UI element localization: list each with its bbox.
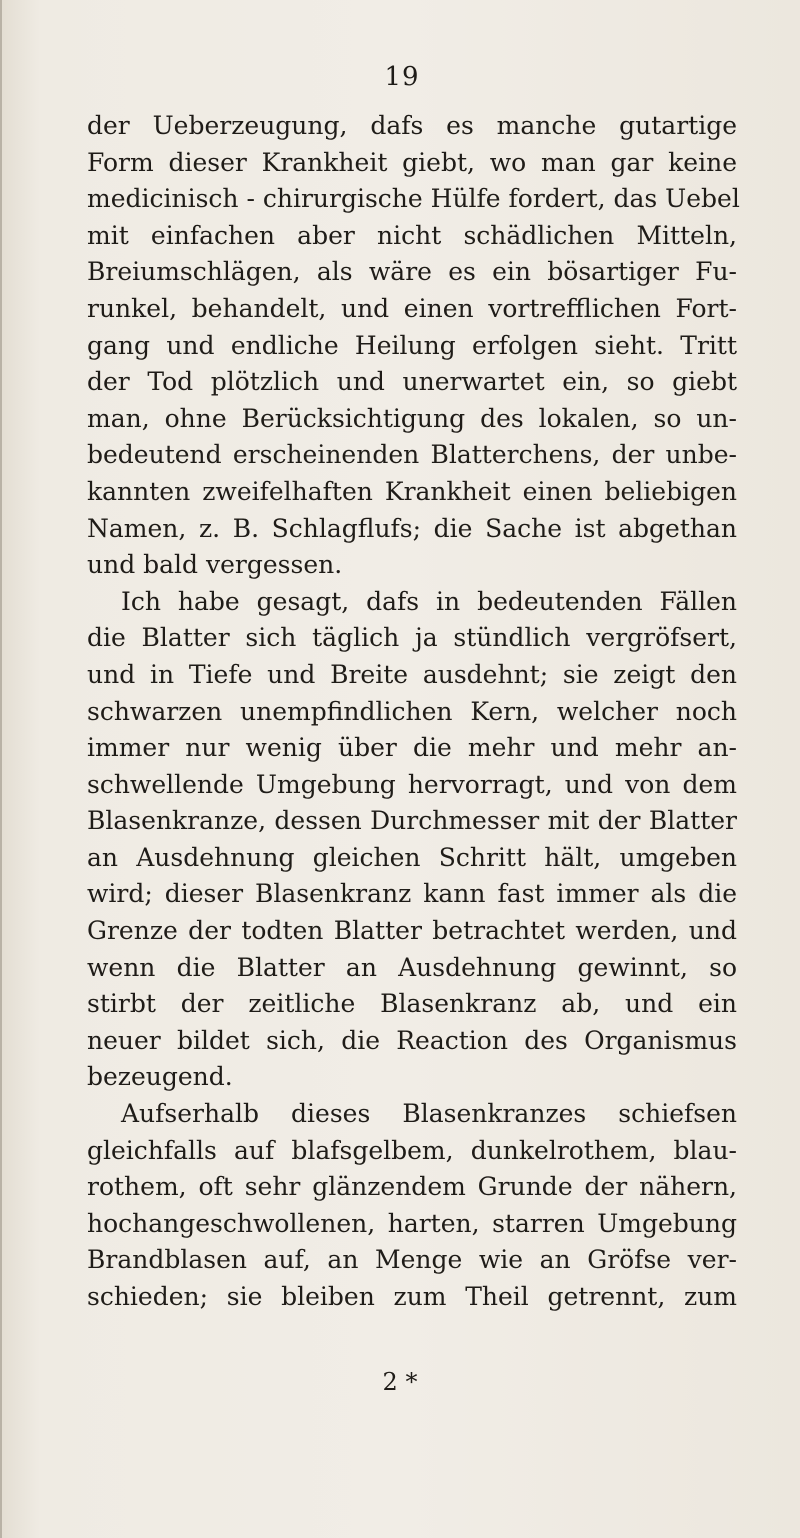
text-line: die Blatter sich täglich ja stündlich vergröfsert, — [87, 623, 737, 653]
text-line: hochangeschwollenen, harten, starren Umgebung — [87, 1208, 737, 1238]
text-line: Aufserhalb dieses Blasenkranzes schiefsen — [121, 1099, 737, 1129]
text-line: medicinisch - chirurgische Hülfe fordert, das Uebel — [87, 184, 740, 214]
text-line: und bald vergessen. — [87, 550, 343, 580]
text-line: gang und endliche Heilung erfolgen sieht. Tritt — [87, 330, 737, 360]
text-line: der Tod plötzlich und unerwartet ein, so giebt — [87, 367, 737, 397]
text-line: Ich habe gesagt, dafs in bedeutenden Fällen — [121, 586, 737, 616]
text-line: Breiumschlägen, als wäre es ein bösartiger Fu- — [87, 257, 737, 287]
text-line: Blasenkranze, dessen Durchmesser mit der Blatter — [87, 806, 737, 836]
text-line: wird; dieser Blasenkranz kann fast immer als die — [87, 879, 737, 909]
paragraph — [87, 108, 740, 584]
text-line: schwellende Umgebung hervorragt, und von dem — [87, 769, 737, 799]
text-line: mit einfachen aber nicht schädlichen Mitteln, — [87, 220, 737, 250]
text-line: immer nur wenig über die mehr und mehr an- — [87, 733, 737, 763]
text-line: neuer bildet sich, die Reaction des Organismus — [87, 1025, 737, 1055]
signature-mark: 2 * — [382, 1368, 418, 1396]
paragraph — [87, 1096, 737, 1316]
text-line: schieden; sie bleiben zum Theil getrennt, zum — [87, 1282, 737, 1311]
text-line: Form dieser Krankheit giebt, wo man gar keine — [87, 147, 737, 177]
text-line: man, ohne Berücksichtigung des lokalen, so un- — [87, 403, 737, 433]
text-line: schwarzen unempfindlichen Kern, welcher noch — [87, 696, 737, 726]
text-line: gleichfalls auf blafsgelbem, dunkelrothem, blau- — [87, 1135, 737, 1165]
text-line: rothem, oft sehr glänzendem Grunde der nähern, — [87, 1172, 737, 1202]
body-text — [87, 108, 740, 1316]
text-line: kannten zweifelhaften Krankheit einen beliebigen — [87, 476, 737, 506]
text-line: wenn die Blatter an Ausdehnung gewinnt, so — [87, 952, 737, 982]
text-line: an Ausdehnung gleichen Schritt hält, umgeben — [87, 842, 737, 872]
scan-edge-line — [0, 0, 2, 1538]
text-line: Namen, z. B. Schlagflufs; die Sache ist abgethan — [87, 513, 737, 543]
text-line: bezeugend. — [87, 1062, 233, 1092]
text-line: der Ueberzeugung, dafs es manche gutartige — [87, 111, 737, 140]
page-number: 19 — [384, 62, 420, 92]
text-line: Grenze der todten Blatter betrachtet werden, und — [87, 916, 737, 946]
text-line: und in Tiefe und Breite ausdehnt; sie zeigt den — [87, 659, 737, 689]
text-line: runkel, behandelt, und einen vortrefflichen Fort- — [87, 293, 737, 323]
text-line: stirbt der zeitliche Blasenkranz ab, und ein — [87, 989, 737, 1019]
text-line: bedeutend erscheinenden Blatterchens, der unbe- — [87, 440, 737, 470]
paragraph — [87, 584, 737, 1096]
text-line: Brandblasen auf, an Menge wie an Gröfse ver- — [87, 1245, 737, 1275]
